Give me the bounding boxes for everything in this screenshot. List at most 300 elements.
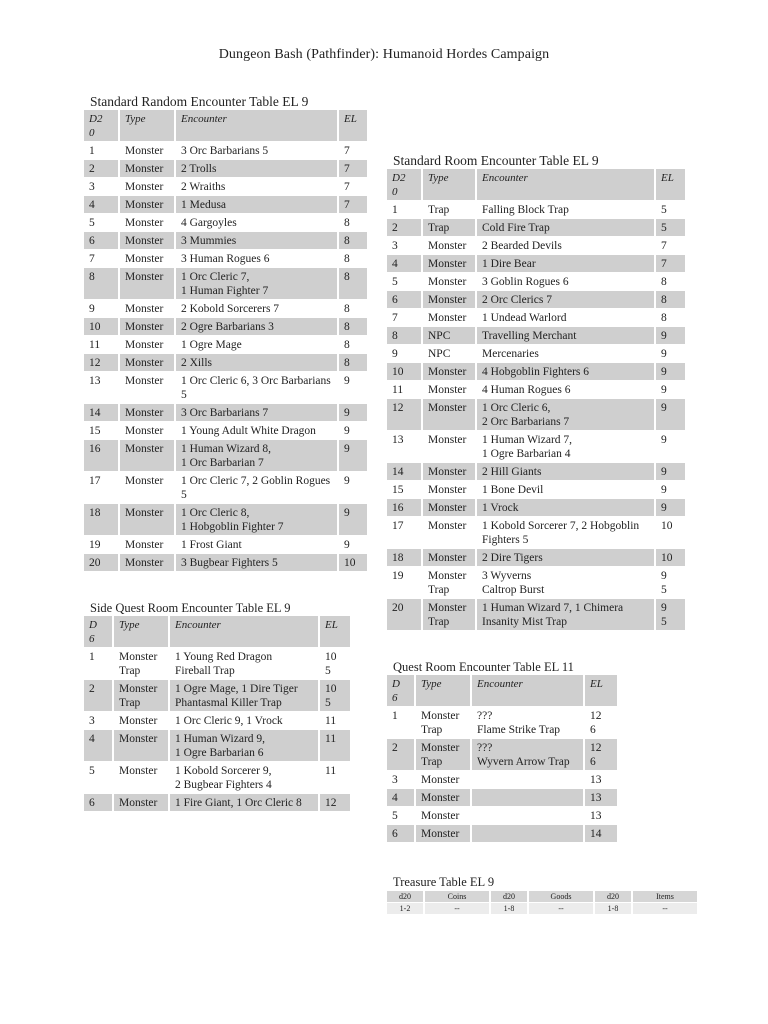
el-cell: 7 — [339, 142, 367, 160]
type-cell: Monster — [114, 730, 170, 762]
encounter-cell: 3 Mummies — [176, 232, 339, 250]
type-header: Type — [416, 675, 472, 707]
roll-cell: 18 — [387, 549, 423, 567]
standard-room-table — [387, 169, 685, 631]
encounter-header: Encounter — [472, 675, 585, 707]
el-cell: 9 — [656, 381, 685, 399]
encounter-cell: 1 Ogre Mage, 1 Dire Tiger Phantasmal Killer Trap — [170, 680, 320, 712]
el-cell: 8 — [656, 309, 685, 327]
encounter-cell: 4 Hobgoblin Fighters 6 — [477, 363, 656, 381]
el-cell: 11 — [320, 730, 350, 762]
roll-cell: 15 — [84, 422, 120, 440]
treasure-row — [387, 903, 697, 914]
table-row — [84, 504, 367, 536]
type-cell: Monster — [120, 268, 176, 300]
encounter-cell: 2 Hill Giants — [477, 463, 656, 481]
el-cell: 9 — [339, 536, 367, 554]
table-row — [387, 273, 685, 291]
table-row — [387, 201, 685, 219]
roll-header: D2 0 — [387, 169, 423, 201]
table-row — [84, 178, 367, 196]
encounter-cell: 1 Medusa — [176, 196, 339, 214]
type-cell: Monster — [114, 712, 170, 730]
el-cell: 9 — [656, 399, 685, 431]
encounter-cell: 1 Orc Cleric 6, 3 Orc Barbarians 5 — [176, 372, 339, 404]
treasure-cell: 1-2 — [387, 903, 423, 914]
roll-cell: 5 — [387, 273, 423, 291]
table-row — [387, 255, 685, 273]
table-row — [387, 789, 617, 807]
table-row — [84, 354, 367, 372]
treasure-cell: -- — [633, 903, 697, 914]
table-row — [387, 399, 685, 431]
table-row — [387, 219, 685, 237]
encounter-cell: 1 Human Wizard 7, 1 Ogre Barbarian 4 — [477, 431, 656, 463]
roll-cell: 2 — [84, 160, 120, 178]
roll-header: D 6 — [84, 616, 114, 648]
roll-cell: 2 — [387, 219, 423, 237]
el-cell: 10 — [656, 517, 685, 549]
el-cell: 9 — [339, 404, 367, 422]
roll-cell: 4 — [84, 730, 114, 762]
type-cell: Monster — [423, 255, 477, 273]
roll-cell: 4 — [84, 196, 120, 214]
encounter-cell: 3 Bugbear Fighters 5 — [176, 554, 339, 572]
roll-cell: 5 — [84, 214, 120, 232]
encounter-cell: 1 Undead Warlord — [477, 309, 656, 327]
roll-cell: 7 — [84, 250, 120, 268]
el-cell: 7 — [656, 237, 685, 255]
roll-cell: 12 — [387, 399, 423, 431]
type-cell: Monster — [120, 440, 176, 472]
table-row — [387, 309, 685, 327]
table-row — [387, 825, 617, 843]
roll-cell: 3 — [387, 237, 423, 255]
table-row — [84, 730, 350, 762]
el-cell: 10 5 — [320, 680, 350, 712]
type-cell: NPC — [423, 327, 477, 345]
encounter-cell: 4 Gargoyles — [176, 214, 339, 232]
treasure-header: Items — [633, 891, 697, 902]
type-cell: Monster — [120, 142, 176, 160]
table-row — [84, 422, 367, 440]
roll-cell: 14 — [84, 404, 120, 422]
encounter-cell: 1 Frost Giant — [176, 536, 339, 554]
encounter-cell: 1 Fire Giant, 1 Orc Cleric 8 — [170, 794, 320, 812]
encounter-cell — [472, 789, 585, 807]
roll-cell: 1 — [387, 707, 416, 739]
table-row — [387, 327, 685, 345]
el-cell: 8 — [656, 273, 685, 291]
table-row — [84, 196, 367, 214]
table-row — [84, 712, 350, 730]
standard-random-table — [84, 110, 367, 572]
roll-cell: 11 — [387, 381, 423, 399]
roll-cell: 10 — [84, 318, 120, 336]
el-cell: 13 — [585, 771, 617, 789]
el-cell: 7 — [339, 160, 367, 178]
type-cell: Trap — [423, 219, 477, 237]
encounter-cell: Cold Fire Trap — [477, 219, 656, 237]
standard-random-caption: Standard Random Encounter Table EL 9 — [90, 94, 309, 109]
type-cell: Monster — [120, 504, 176, 536]
el-cell: 14 — [585, 825, 617, 843]
roll-cell: 5 — [387, 807, 416, 825]
encounter-cell: 3 Human Rogues 6 — [176, 250, 339, 268]
roll-cell: 17 — [84, 472, 120, 504]
type-cell: Monster Trap — [114, 680, 170, 712]
encounter-cell: 1 Orc Cleric 6, 2 Orc Barbarians 7 — [477, 399, 656, 431]
el-cell: 8 — [339, 214, 367, 232]
roll-cell: 9 — [84, 300, 120, 318]
roll-cell: 6 — [387, 291, 423, 309]
quest-room-table — [387, 675, 617, 843]
encounter-cell: 3 Wyverns Caltrop Burst — [477, 567, 656, 599]
encounter-header: Encounter — [170, 616, 320, 648]
type-cell: Monster Trap — [416, 707, 472, 739]
table-row — [84, 268, 367, 300]
encounter-cell: 2 Bearded Devils — [477, 237, 656, 255]
type-cell: Monster — [120, 232, 176, 250]
el-cell: 8 — [339, 336, 367, 354]
roll-cell: 13 — [84, 372, 120, 404]
roll-cell: 3 — [84, 712, 114, 730]
roll-cell: 11 — [84, 336, 120, 354]
el-cell: 9 — [656, 463, 685, 481]
roll-cell: 1 — [84, 142, 120, 160]
roll-cell: 7 — [387, 309, 423, 327]
treasure-header-row — [387, 891, 697, 902]
roll-cell: 1 — [84, 648, 114, 680]
el-cell: 9 5 — [656, 599, 685, 631]
roll-cell: 16 — [84, 440, 120, 472]
el-cell: 9 5 — [656, 567, 685, 599]
encounter-cell: 1 Orc Cleric 7, 1 Human Fighter 7 — [176, 268, 339, 300]
encounter-cell: 1 Dire Bear — [477, 255, 656, 273]
type-cell: Monster — [423, 463, 477, 481]
type-cell: Monster — [120, 318, 176, 336]
treasure-caption: Treasure Table EL 9 — [393, 875, 495, 889]
encounter-cell: 1 Orc Cleric 8, 1 Hobgoblin Fighter 7 — [176, 504, 339, 536]
type-cell: Monster — [416, 771, 472, 789]
type-header: Type — [120, 110, 176, 142]
treasure-cell: 1-8 — [595, 903, 631, 914]
roll-cell: 20 — [387, 599, 423, 631]
type-cell: Monster — [120, 196, 176, 214]
document-title: Dungeon Bash (Pathfinder): Humanoid Hordes Campaign — [218, 47, 550, 62]
encounter-cell: 2 Dire Tigers — [477, 549, 656, 567]
type-cell: Trap — [423, 201, 477, 219]
el-cell: 5 — [656, 219, 685, 237]
type-cell: Monster — [416, 789, 472, 807]
type-cell: Monster — [120, 178, 176, 196]
encounter-cell: 4 Human Rogues 6 — [477, 381, 656, 399]
roll-cell: 6 — [387, 825, 416, 843]
encounter-cell: 1 Human Wizard 7, 1 Chimera Insanity Mist Trap — [477, 599, 656, 631]
table-row — [387, 237, 685, 255]
type-cell: Monster — [423, 237, 477, 255]
type-cell: Monster — [423, 309, 477, 327]
type-cell: Monster — [423, 549, 477, 567]
encounter-cell: Falling Block Trap — [477, 201, 656, 219]
el-cell: 9 — [339, 440, 367, 472]
encounter-cell: Travelling Merchant — [477, 327, 656, 345]
el-cell: 9 — [656, 345, 685, 363]
encounter-cell: 1 Kobold Sorcerer 9, 2 Bugbear Fighters 4 — [170, 762, 320, 794]
table-row — [84, 232, 367, 250]
type-cell: Monster — [120, 404, 176, 422]
type-header: Type — [423, 169, 477, 201]
table-row — [387, 291, 685, 309]
roll-cell: 18 — [84, 504, 120, 536]
header-row — [387, 169, 685, 201]
el-cell: 9 — [339, 372, 367, 404]
table-row — [84, 648, 350, 680]
roll-cell: 19 — [84, 536, 120, 554]
encounter-cell: 3 Goblin Rogues 6 — [477, 273, 656, 291]
el-cell: 10 — [656, 549, 685, 567]
side-quest-table — [84, 616, 350, 812]
table-row — [84, 318, 367, 336]
type-cell: Monster — [120, 554, 176, 572]
encounter-cell: 2 Trolls — [176, 160, 339, 178]
table-row — [387, 499, 685, 517]
roll-cell: 6 — [84, 794, 114, 812]
table-row — [84, 214, 367, 232]
table-row — [84, 300, 367, 318]
encounter-cell: 1 Kobold Sorcerer 7, 2 Hobgoblin Fighters 5 — [477, 517, 656, 549]
roll-header: D 6 — [387, 675, 416, 707]
encounter-cell: 1 Young Red Dragon Fireball Trap — [170, 648, 320, 680]
roll-cell: 3 — [387, 771, 416, 789]
roll-cell: 12 — [84, 354, 120, 372]
table-row — [387, 807, 617, 825]
type-cell: Monster — [120, 472, 176, 504]
table-row — [84, 762, 350, 794]
treasure-cell: -- — [529, 903, 593, 914]
el-cell: 13 — [585, 807, 617, 825]
el-cell: 13 — [585, 789, 617, 807]
roll-cell: 13 — [387, 431, 423, 463]
type-cell: Monster Trap — [423, 599, 477, 631]
table-row — [387, 739, 617, 771]
el-cell: 12 — [320, 794, 350, 812]
el-cell: 9 — [339, 472, 367, 504]
el-cell: 9 — [656, 431, 685, 463]
el-cell: 8 — [339, 318, 367, 336]
encounter-cell: 1 Ogre Mage — [176, 336, 339, 354]
header-row — [84, 110, 367, 142]
type-cell: Monster — [120, 160, 176, 178]
type-cell: Monster — [423, 431, 477, 463]
encounter-cell: 1 Vrock — [477, 499, 656, 517]
type-cell: Monster — [120, 372, 176, 404]
table-row — [387, 567, 685, 599]
el-header: EL — [656, 169, 685, 201]
header-row — [84, 616, 350, 648]
encounter-cell: 1 Orc Cleric 7, 2 Goblin Rogues 5 — [176, 472, 339, 504]
table-row — [84, 142, 367, 160]
type-cell: Monster — [423, 399, 477, 431]
el-cell: 5 — [656, 201, 685, 219]
roll-cell: 4 — [387, 789, 416, 807]
table-row — [84, 160, 367, 178]
encounter-cell: ??? Wyvern Arrow Trap — [472, 739, 585, 771]
table-row — [84, 794, 350, 812]
roll-cell: 14 — [387, 463, 423, 481]
el-cell: 8 — [339, 268, 367, 300]
el-header: EL — [339, 110, 367, 142]
roll-cell: 16 — [387, 499, 423, 517]
side-quest-caption: Side Quest Room Encounter Table EL 9 — [90, 601, 291, 615]
encounter-cell: 2 Xills — [176, 354, 339, 372]
el-cell: 9 — [656, 363, 685, 381]
standard-room-caption: Standard Room Encounter Table EL 9 — [393, 153, 599, 168]
el-cell: 7 — [656, 255, 685, 273]
encounter-cell: 1 Young Adult White Dragon — [176, 422, 339, 440]
roll-cell: 4 — [387, 255, 423, 273]
table-row — [387, 431, 685, 463]
el-cell: 8 — [339, 300, 367, 318]
table-row — [387, 463, 685, 481]
treasure-header: Goods — [529, 891, 593, 902]
el-cell: 9 — [339, 422, 367, 440]
table-row — [387, 517, 685, 549]
table-row — [387, 363, 685, 381]
treasure-header: d20 — [387, 891, 423, 902]
roll-cell: 2 — [84, 680, 114, 712]
el-cell: 12 6 — [585, 739, 617, 771]
type-cell: Monster — [120, 536, 176, 554]
el-cell: 9 — [656, 481, 685, 499]
encounter-cell: 1 Bone Devil — [477, 481, 656, 499]
type-cell: Monster — [120, 300, 176, 318]
encounter-cell: 2 Orc Clerics 7 — [477, 291, 656, 309]
roll-cell: 19 — [387, 567, 423, 599]
el-cell: 9 — [656, 499, 685, 517]
el-cell: 10 5 — [320, 648, 350, 680]
encounter-cell — [472, 807, 585, 825]
table-row — [387, 549, 685, 567]
encounter-cell: Mercenaries — [477, 345, 656, 363]
roll-cell: 9 — [387, 345, 423, 363]
el-cell: 9 — [339, 504, 367, 536]
el-cell: 8 — [339, 232, 367, 250]
table-row — [387, 707, 617, 739]
type-cell: NPC — [423, 345, 477, 363]
table-row — [387, 481, 685, 499]
roll-cell: 20 — [84, 554, 120, 572]
encounter-cell: 3 Orc Barbarians 7 — [176, 404, 339, 422]
roll-cell: 2 — [387, 739, 416, 771]
table-row — [84, 554, 367, 572]
roll-cell: 15 — [387, 481, 423, 499]
type-cell: Monster — [423, 291, 477, 309]
encounter-cell: 1 Orc Cleric 9, 1 Vrock — [170, 712, 320, 730]
type-cell: Monster — [423, 363, 477, 381]
roll-cell: 10 — [387, 363, 423, 381]
roll-cell: 17 — [387, 517, 423, 549]
type-cell: Monster Trap — [114, 648, 170, 680]
el-cell: 9 — [656, 327, 685, 345]
treasure-header: d20 — [595, 891, 631, 902]
type-cell: Monster — [423, 381, 477, 399]
table-row — [387, 381, 685, 399]
encounter-header: Encounter — [477, 169, 656, 201]
roll-header: D2 0 — [84, 110, 120, 142]
type-cell: Monster — [114, 794, 170, 812]
table-row — [84, 472, 367, 504]
encounter-cell: 3 Orc Barbarians 5 — [176, 142, 339, 160]
encounter-cell: 2 Wraiths — [176, 178, 339, 196]
type-cell: Monster — [120, 422, 176, 440]
table-row — [84, 404, 367, 422]
el-cell: 7 — [339, 178, 367, 196]
table-row — [84, 440, 367, 472]
treasure-cell: 1-8 — [491, 903, 527, 914]
type-cell: Monster — [120, 354, 176, 372]
roll-cell: 1 — [387, 201, 423, 219]
table-row — [84, 536, 367, 554]
el-cell: 11 — [320, 762, 350, 794]
type-cell: Monster — [416, 807, 472, 825]
type-cell: Monster Trap — [416, 739, 472, 771]
table-row — [387, 345, 685, 363]
encounter-cell — [472, 771, 585, 789]
encounter-cell: 2 Ogre Barbarians 3 — [176, 318, 339, 336]
encounter-cell: 2 Kobold Sorcerers 7 — [176, 300, 339, 318]
el-cell: 11 — [320, 712, 350, 730]
encounter-header: Encounter — [176, 110, 339, 142]
roll-cell: 6 — [84, 232, 120, 250]
el-cell: 8 — [656, 291, 685, 309]
roll-cell: 5 — [84, 762, 114, 794]
el-cell: 8 — [339, 250, 367, 268]
table-row — [84, 680, 350, 712]
type-cell: Monster — [120, 214, 176, 232]
roll-cell: 8 — [387, 327, 423, 345]
table-row — [387, 599, 685, 631]
encounter-cell: 1 Human Wizard 9, 1 Ogre Barbarian 6 — [170, 730, 320, 762]
el-cell: 10 — [339, 554, 367, 572]
type-cell: Monster — [423, 517, 477, 549]
table-row — [84, 372, 367, 404]
encounter-cell — [472, 825, 585, 843]
table-row — [84, 336, 367, 354]
header-row — [387, 675, 617, 707]
type-header: Type — [114, 616, 170, 648]
type-cell: Monster — [423, 273, 477, 291]
encounter-cell: ??? Flame Strike Trap — [472, 707, 585, 739]
table-row — [84, 250, 367, 268]
encounter-cell: 1 Human Wizard 8, 1 Orc Barbarian 7 — [176, 440, 339, 472]
treasure-table — [385, 890, 699, 915]
type-cell: Monster — [120, 336, 176, 354]
table-row — [387, 771, 617, 789]
type-cell: Monster — [423, 481, 477, 499]
treasure-header: Coins — [425, 891, 489, 902]
roll-cell: 3 — [84, 178, 120, 196]
el-header: EL — [320, 616, 350, 648]
el-cell: 8 — [339, 354, 367, 372]
el-header: EL — [585, 675, 617, 707]
el-cell: 7 — [339, 196, 367, 214]
type-cell: Monster — [114, 762, 170, 794]
type-cell: Monster — [120, 250, 176, 268]
type-cell: Monster — [423, 499, 477, 517]
quest-room-caption: Quest Room Encounter Table EL 11 — [393, 660, 574, 674]
type-cell: Monster Trap — [423, 567, 477, 599]
